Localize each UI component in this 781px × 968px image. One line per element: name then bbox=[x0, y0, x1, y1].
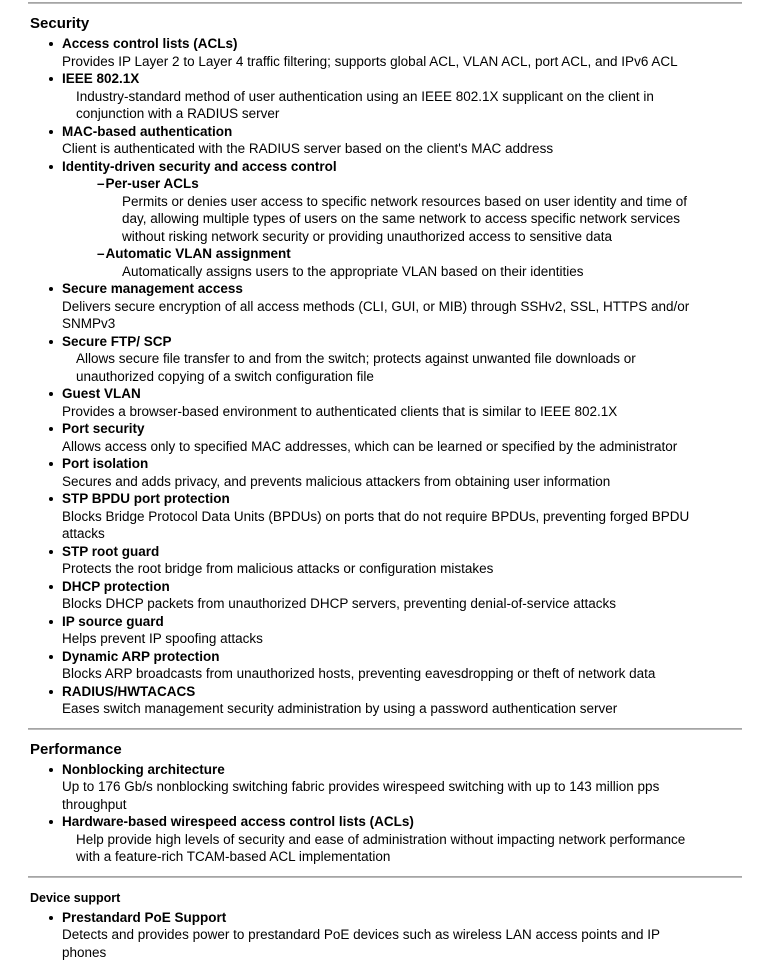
dash-icon: – bbox=[97, 246, 105, 261]
section-title-security: Security bbox=[30, 15, 90, 32]
feature-item bbox=[48, 761, 781, 814]
feature-description-line: Help provide high levels of security and ease of administration without impacting network performance bbox=[76, 831, 686, 847]
feature-list bbox=[48, 909, 781, 962]
feature-title: DHCP protection bbox=[62, 578, 170, 594]
feature-description-line: SNMPv3 bbox=[62, 316, 116, 331]
feature-item bbox=[48, 123, 781, 158]
feature-item bbox=[48, 909, 781, 962]
feature-title: Access control lists (ACLs) bbox=[62, 36, 238, 51]
sub-feature-title-row bbox=[97, 245, 781, 263]
feature-title: STP BPDU port protection bbox=[62, 491, 230, 506]
feature-item-body bbox=[62, 420, 781, 455]
feature-description-line: Allows access only to specified MAC addresses, which can be learned or specified by the administrator bbox=[62, 438, 678, 454]
feature-title: Dynamic ARP protection bbox=[62, 648, 220, 664]
feature-title: STP root guard bbox=[62, 543, 160, 559]
dash-icon: – bbox=[97, 176, 105, 191]
feature-item bbox=[48, 490, 781, 543]
feature-item-body bbox=[62, 455, 781, 490]
feature-description-line: Blocks DHCP packets from unauthorized DHCP servers, preventing denial-of-service attacks bbox=[62, 596, 616, 611]
feature-item bbox=[48, 35, 781, 70]
feature-item bbox=[48, 420, 781, 455]
feature-item-body bbox=[62, 813, 781, 866]
section-divider bbox=[28, 2, 742, 4]
feature-item-body bbox=[62, 490, 781, 543]
feature-list bbox=[48, 35, 781, 718]
feature-item bbox=[48, 683, 781, 718]
feature-item bbox=[48, 543, 781, 578]
feature-item bbox=[48, 280, 781, 333]
feature-description-line: Delivers secure encryption of all access methods (CLI, GUI, or MIB) through SSHv2, SSL, HTTPS and/or bbox=[62, 298, 690, 314]
feature-item bbox=[48, 455, 781, 490]
feature-item bbox=[48, 333, 781, 386]
section-divider bbox=[28, 876, 742, 878]
feature-title: Identity-driven security and access control bbox=[62, 158, 337, 174]
feature-description-line: Eases switch management security administration by using a password authentication server bbox=[62, 701, 618, 716]
feature-item bbox=[48, 158, 781, 281]
feature-description-line: conjunction with a RADIUS server bbox=[76, 106, 280, 121]
feature-item bbox=[48, 648, 781, 683]
section-performance bbox=[0, 728, 781, 866]
feature-description-line: Provides IP Layer 2 to Layer 4 traffic filtering; supports global ACL, VLAN ACL, port ACL, and IPv6 ACL bbox=[62, 53, 678, 69]
feature-description-line: Industry-standard method of user authentication using an IEEE 802.1X supplicant on the client in bbox=[76, 88, 654, 104]
feature-item-body bbox=[62, 683, 781, 718]
feature-title: Port security bbox=[62, 421, 145, 436]
feature-item-body bbox=[62, 909, 781, 962]
feature-item-body bbox=[62, 280, 781, 333]
feature-item-body bbox=[62, 35, 781, 70]
feature-item-body bbox=[62, 578, 781, 613]
feature-item-body bbox=[62, 761, 781, 814]
feature-item-body bbox=[62, 70, 781, 123]
feature-item-body bbox=[62, 385, 781, 420]
feature-description-line: attacks bbox=[62, 526, 105, 541]
sub-feature-description-line: Automatically assigns users to the appropriate VLAN based on their identities bbox=[122, 263, 584, 279]
section-device-support bbox=[0, 876, 781, 962]
feature-item bbox=[48, 813, 781, 866]
section-title-device-support: Device support bbox=[30, 890, 121, 905]
feature-item-body bbox=[62, 158, 781, 281]
feature-description-line: Helps prevent IP spoofing attacks bbox=[62, 631, 263, 646]
feature-item bbox=[48, 385, 781, 420]
feature-title: Prestandard PoE Support bbox=[62, 909, 227, 925]
feature-title: IP source guard bbox=[62, 613, 164, 629]
sub-feature-title-row bbox=[97, 175, 781, 193]
feature-description-line: throughput bbox=[62, 796, 127, 812]
feature-item bbox=[48, 613, 781, 648]
feature-description-line: with a feature-rich TCAM-based ACL implementation bbox=[76, 849, 391, 864]
feature-item-body bbox=[62, 543, 781, 578]
feature-item-body bbox=[62, 333, 781, 386]
feature-description-line: Detects and provides power to prestandard PoE devices such as wireless LAN access points and IP bbox=[62, 927, 661, 942]
feature-item bbox=[48, 578, 781, 613]
feature-description-line: Blocks Bridge Protocol Data Units (BPDUs) on ports that do not require BPDUs, preventing forged BPDU bbox=[62, 508, 690, 524]
feature-description-line: unauthorized copying of a switch configuration file bbox=[76, 368, 374, 384]
section-title-performance: Performance bbox=[30, 740, 122, 758]
feature-item bbox=[48, 70, 781, 123]
feature-item-body bbox=[62, 648, 781, 683]
feature-title: Nonblocking architecture bbox=[62, 761, 225, 777]
feature-description-line: Protects the root bridge from malicious attacks or configuration mistakes bbox=[62, 561, 494, 576]
sub-feature-title: Per-user ACLs bbox=[105, 176, 199, 191]
feature-description-line: Client is authenticated with the RADIUS server based on the client's MAC address bbox=[62, 141, 554, 156]
feature-title: Hardware-based wirespeed access control lists (ACLs) bbox=[62, 814, 414, 829]
feature-title: IEEE 802.1X bbox=[62, 71, 140, 86]
feature-title: Guest VLAN bbox=[62, 386, 141, 401]
feature-item-body bbox=[62, 123, 781, 158]
feature-description-line: Secures and adds privacy, and prevents malicious attackers from obtaining user information bbox=[62, 473, 611, 489]
feature-description-line: Blocks ARP broadcasts from unauthorized hosts, preventing eavesdropping or theft of network data bbox=[62, 666, 656, 681]
feature-description-line: Allows secure file transfer to and from the switch; protects against unwanted file downloads or bbox=[76, 351, 636, 366]
section-divider bbox=[28, 728, 742, 730]
feature-list bbox=[48, 761, 781, 866]
feature-description-line: Up to 176 Gb/s nonblocking switching fabric provides wirespeed switching with up to 143 million pps bbox=[62, 779, 660, 794]
sub-feature-item bbox=[97, 245, 781, 280]
sub-feature-title: Automatic VLAN assignment bbox=[105, 246, 291, 261]
feature-title: MAC-based authentication bbox=[62, 123, 233, 139]
feature-description-line: phones bbox=[62, 944, 107, 960]
sub-feature-description-line: day, allowing multiple types of users on the same network to access specific network services bbox=[122, 211, 680, 226]
feature-title: RADIUS/HWTACACS bbox=[62, 683, 196, 699]
feature-item-body bbox=[62, 613, 781, 648]
sub-feature-description-line: without risking network security or providing unauthorized access to sensitive data bbox=[122, 228, 612, 244]
section-security bbox=[0, 2, 781, 718]
feature-description-line: Provides a browser-based environment to authenticated clients that is similar to IEEE 802.1X bbox=[62, 403, 618, 419]
sub-feature-item bbox=[97, 175, 781, 245]
feature-title: Secure FTP/ SCP bbox=[62, 333, 172, 349]
sub-feature-description-line: Permits or denies user access to specific network resources based on user identity and time of bbox=[122, 193, 688, 209]
feature-title: Secure management access bbox=[62, 281, 243, 296]
feature-list-content bbox=[0, 2, 781, 961]
feature-title: Port isolation bbox=[62, 456, 149, 471]
